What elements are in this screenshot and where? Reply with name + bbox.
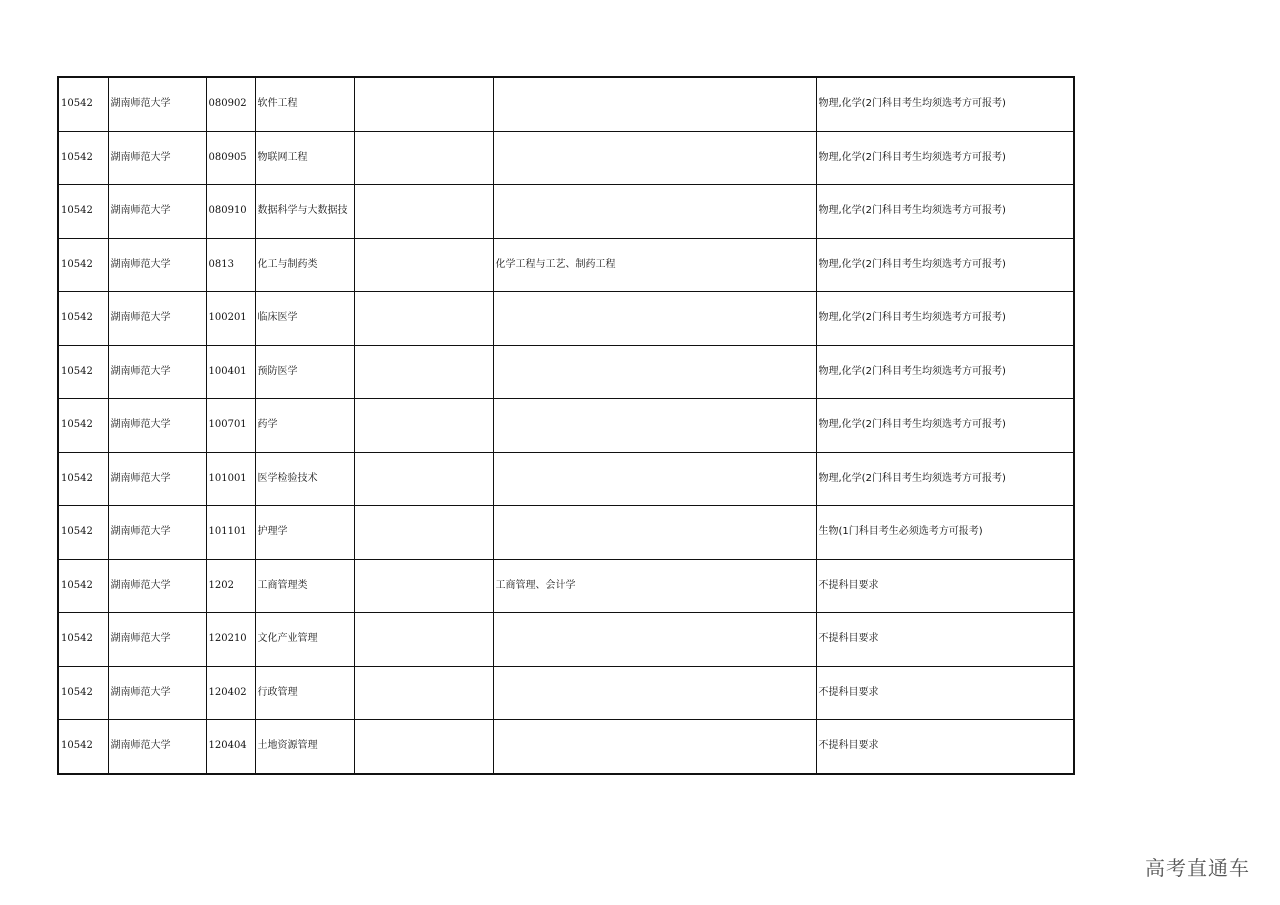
table-row (58, 292, 1074, 346)
major-code-cell: 080905 (206, 131, 255, 185)
major-name-cell: 工商管理类 (255, 559, 354, 613)
empty-cell (354, 131, 493, 185)
included-majors-cell: 工商管理、会计学 (493, 559, 816, 613)
included-majors-cell (493, 399, 816, 453)
empty-cell (354, 292, 493, 346)
major-name-cell: 护理学 (255, 506, 354, 560)
table-row (58, 77, 1074, 131)
school-code-cell: 10542 (58, 613, 108, 667)
subject-requirements-table (57, 76, 1075, 775)
school-code-cell: 10542 (58, 131, 108, 185)
major-name-cell: 数据科学与大数据技 (255, 185, 354, 239)
included-majors-cell (493, 345, 816, 399)
included-majors-cell (493, 720, 816, 774)
table-row (58, 506, 1074, 560)
subject-requirement-cell: 物理,化学(2门科目考生均须选考方可报考) (816, 452, 1074, 506)
table-body (58, 77, 1074, 774)
major-code-cell: 101101 (206, 506, 255, 560)
school-name-cell: 湖南师范大学 (108, 345, 206, 399)
empty-cell (354, 452, 493, 506)
table-row (58, 666, 1074, 720)
school-name-cell: 湖南师范大学 (108, 452, 206, 506)
school-name-cell: 湖南师范大学 (108, 399, 206, 453)
table-row (58, 452, 1074, 506)
included-majors-cell: 化学工程与工艺、制药工程 (493, 238, 816, 292)
school-name-cell: 湖南师范大学 (108, 292, 206, 346)
included-majors-cell (493, 613, 816, 667)
empty-cell (354, 345, 493, 399)
school-name-cell: 湖南师范大学 (108, 720, 206, 774)
major-name-cell: 临床医学 (255, 292, 354, 346)
empty-cell (354, 399, 493, 453)
school-code-cell: 10542 (58, 452, 108, 506)
empty-cell (354, 185, 493, 239)
empty-cell (354, 720, 493, 774)
school-code-cell: 10542 (58, 720, 108, 774)
empty-cell (354, 77, 493, 131)
school-code-cell: 10542 (58, 399, 108, 453)
included-majors-cell (493, 77, 816, 131)
school-code-cell: 10542 (58, 238, 108, 292)
table-row (58, 131, 1074, 185)
major-code-cell: 100201 (206, 292, 255, 346)
subject-requirement-cell: 不提科目要求 (816, 666, 1074, 720)
school-code-cell: 10542 (58, 185, 108, 239)
empty-cell (354, 559, 493, 613)
subject-requirement-cell: 物理,化学(2门科目考生均须选考方可报考) (816, 345, 1074, 399)
major-name-cell: 土地资源管理 (255, 720, 354, 774)
included-majors-cell (493, 452, 816, 506)
school-code-cell: 10542 (58, 345, 108, 399)
included-majors-cell (493, 666, 816, 720)
subject-requirement-cell: 物理,化学(2门科目考生均须选考方可报考) (816, 399, 1074, 453)
school-code-cell: 10542 (58, 666, 108, 720)
major-code-cell: 100401 (206, 345, 255, 399)
subject-requirement-cell: 物理,化学(2门科目考生均须选考方可报考) (816, 131, 1074, 185)
major-code-cell: 100701 (206, 399, 255, 453)
table-row (58, 720, 1074, 774)
subject-requirement-cell: 不提科目要求 (816, 613, 1074, 667)
included-majors-cell (493, 185, 816, 239)
table-row (58, 238, 1074, 292)
major-code-cell: 120404 (206, 720, 255, 774)
school-name-cell: 湖南师范大学 (108, 506, 206, 560)
empty-cell (354, 613, 493, 667)
subject-requirement-cell: 生物(1门科目考生必须选考方可报考) (816, 506, 1074, 560)
major-code-cell: 120210 (206, 613, 255, 667)
major-name-cell: 物联网工程 (255, 131, 354, 185)
major-name-cell: 医学检验技术 (255, 452, 354, 506)
table-row (58, 399, 1074, 453)
school-name-cell: 湖南师范大学 (108, 238, 206, 292)
table-row (58, 559, 1074, 613)
table-row (58, 185, 1074, 239)
included-majors-cell (493, 131, 816, 185)
subject-requirement-cell: 物理,化学(2门科目考生均须选考方可报考) (816, 185, 1074, 239)
major-code-cell: 1202 (206, 559, 255, 613)
subject-requirement-cell: 物理,化学(2门科目考生均须选考方可报考) (816, 292, 1074, 346)
watermark: 高考直通车 (1145, 856, 1250, 880)
school-name-cell: 湖南师范大学 (108, 77, 206, 131)
major-code-cell: 080902 (206, 77, 255, 131)
included-majors-cell (493, 292, 816, 346)
major-code-cell: 101001 (206, 452, 255, 506)
school-name-cell: 湖南师范大学 (108, 666, 206, 720)
subject-requirement-cell: 不提科目要求 (816, 720, 1074, 774)
empty-cell (354, 666, 493, 720)
school-name-cell: 湖南师范大学 (108, 613, 206, 667)
major-name-cell: 预防医学 (255, 345, 354, 399)
included-majors-cell (493, 506, 816, 560)
school-name-cell: 湖南师范大学 (108, 559, 206, 613)
school-code-cell: 10542 (58, 506, 108, 560)
major-name-cell: 药学 (255, 399, 354, 453)
subject-requirement-cell: 不提科目要求 (816, 559, 1074, 613)
major-name-cell: 文化产业管理 (255, 613, 354, 667)
school-name-cell: 湖南师范大学 (108, 185, 206, 239)
major-name-cell: 软件工程 (255, 77, 354, 131)
subject-requirement-cell: 物理,化学(2门科目考生均须选考方可报考) (816, 238, 1074, 292)
school-code-cell: 10542 (58, 559, 108, 613)
major-code-cell: 120402 (206, 666, 255, 720)
school-code-cell: 10542 (58, 77, 108, 131)
major-name-cell: 行政管理 (255, 666, 354, 720)
subject-requirement-cell: 物理,化学(2门科目考生均须选考方可报考) (816, 77, 1074, 131)
table-row (58, 613, 1074, 667)
empty-cell (354, 506, 493, 560)
table-row (58, 345, 1074, 399)
major-name-cell: 化工与制药类 (255, 238, 354, 292)
school-name-cell: 湖南师范大学 (108, 131, 206, 185)
major-code-cell: 080910 (206, 185, 255, 239)
empty-cell (354, 238, 493, 292)
major-code-cell: 0813 (206, 238, 255, 292)
school-code-cell: 10542 (58, 292, 108, 346)
